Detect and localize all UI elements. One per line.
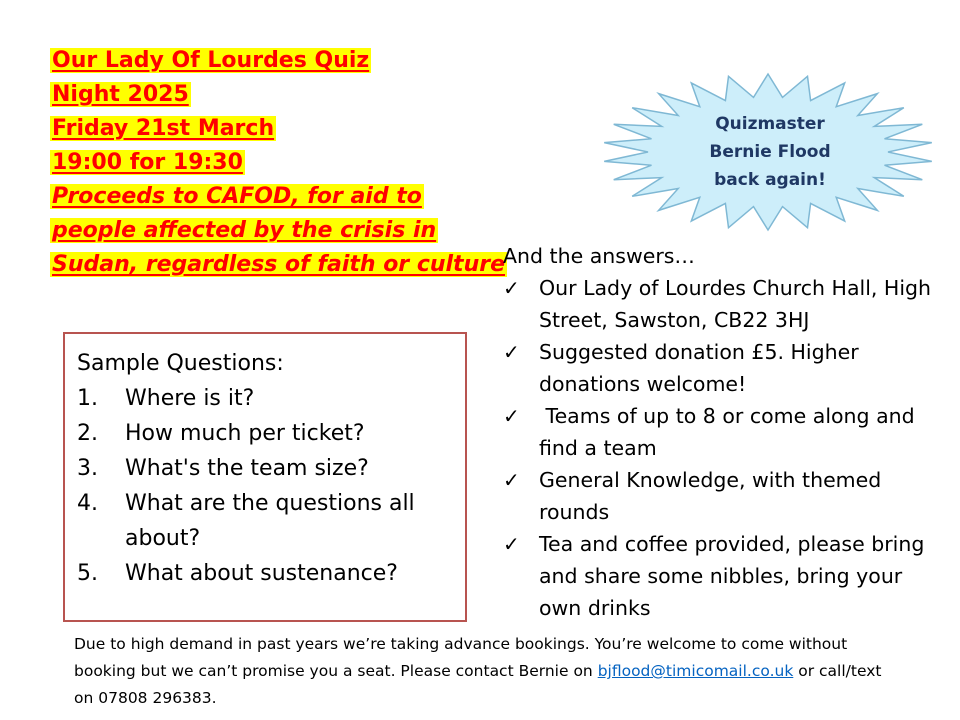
- contact-email-link[interactable]: bjflood@timicomail.co.uk: [597, 662, 794, 680]
- list-item: [503, 400, 933, 464]
- list-item: [503, 336, 933, 400]
- list-item: [503, 272, 933, 336]
- event-time: 19:00 for 19:30: [52, 150, 243, 175]
- quizmaster-line-1: Quizmaster: [715, 114, 825, 134]
- quizmaster-line-2: Bernie Flood: [709, 142, 831, 162]
- sample-questions-box: [63, 332, 467, 622]
- list-number: 3.: [77, 456, 98, 481]
- question-text: What about sustenance?: [125, 561, 398, 586]
- answer-text: Suggested donation £5. Higher donations welcome!: [539, 340, 859, 396]
- booking-note: [74, 631, 904, 712]
- check-icon: ✓: [503, 340, 520, 364]
- answers-list: [503, 272, 933, 624]
- list-item: [77, 451, 453, 486]
- answers-title: And the answers…: [503, 244, 695, 268]
- event-header: [50, 44, 510, 282]
- sample-questions-title: Sample Questions:: [77, 351, 284, 376]
- quizmaster-line-3: back again!: [714, 170, 826, 190]
- event-date: Friday 21st March: [52, 116, 275, 141]
- list-number: 5.: [77, 561, 98, 586]
- list-number: 1.: [77, 386, 98, 411]
- check-icon: ✓: [503, 468, 520, 492]
- question-text: What's the team size?: [125, 456, 369, 481]
- check-icon: ✓: [503, 404, 520, 428]
- answer-text: Tea and coffee provided, please bring and share some nibbles, bring your own drinks: [539, 532, 925, 620]
- booking-note-phone: or call/text on 07808 296383.: [74, 662, 882, 707]
- question-text: How much per ticket?: [125, 421, 365, 446]
- proceeds-line-1: Proceeds to CAFOD, for aid to: [52, 184, 422, 209]
- list-item: [77, 381, 453, 416]
- list-item: [503, 464, 933, 528]
- event-title-line-2: Night 2025: [52, 82, 189, 107]
- list-item: [503, 528, 933, 624]
- quizmaster-starburst: [600, 72, 940, 232]
- answers-section: [503, 240, 933, 624]
- answer-text: Our Lady of Lourdes Church Hall, High Street, Sawston, CB22 3HJ: [539, 276, 932, 332]
- check-icon: ✓: [503, 532, 520, 556]
- question-text: Where is it?: [125, 386, 255, 411]
- sample-questions-list: [77, 381, 453, 591]
- proceeds-line-2: people affected by the crisis in: [52, 218, 437, 243]
- list-item: [77, 416, 453, 451]
- check-icon: ✓: [503, 276, 520, 300]
- list-item: [77, 486, 453, 556]
- booking-note-text: Due to high demand in past years we’re taking advance bookings. You’re welcome to come without booking but we can’t promise you a seat. Please contact Bernie on: [74, 635, 848, 680]
- list-item: [77, 556, 453, 591]
- list-number: 2.: [77, 421, 98, 446]
- proceeds-line-3: Sudan, regardless of faith or culture: [52, 252, 506, 277]
- answer-text: General Knowledge, with themed rounds: [539, 468, 882, 524]
- answer-text: Teams of up to 8 or come along and find a team: [539, 404, 922, 460]
- event-title-line-1: Our Lady Of Lourdes Quiz: [52, 48, 370, 73]
- question-text: What are the questions all about?: [125, 491, 415, 551]
- list-number: 4.: [77, 491, 98, 516]
